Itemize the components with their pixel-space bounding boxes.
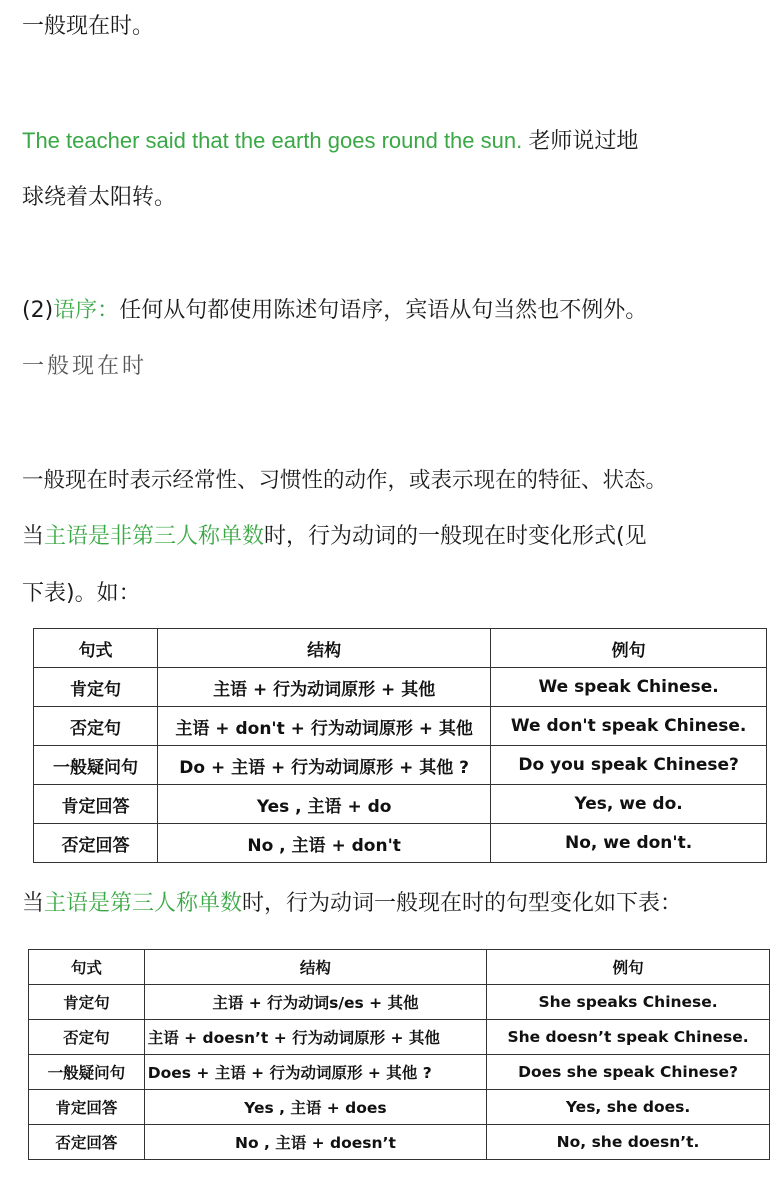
table-cell: Yes, we do. [491,785,767,824]
section-body: 任何从句都使用陈述句语序，宾语从句当然也不例外。 [119,298,648,323]
table-header-cell: 例句 [491,629,767,668]
subject-condition: 主语是非第三人称单数 [44,524,265,549]
grammar-table-third-person [28,949,770,1160]
table-cell: No, she doesn’t. [487,1125,770,1160]
text-line-3: 球绕着太阳转。 [22,185,177,210]
table-row [34,668,767,707]
table-cell: No , 主语 + doesn’t [144,1125,486,1160]
table-cell: 否定句 [34,707,158,746]
table-cell: She doesn’t speak Chinese. [487,1020,770,1055]
example-sentence-english: The teacher said that the earth goes round the sun. [22,128,523,153]
text-line-8: 下表)。如： [22,581,141,606]
table-cell: 肯定回答 [34,785,158,824]
table-cell: 主语 + doesn’t + 行为动词原形 + 其他 [144,1020,486,1055]
table-cell: 一般疑问句 [29,1055,145,1090]
text-line-2 [22,126,638,157]
table-cell: 主语 + 行为动词原形 + 其他 [158,668,491,707]
table-cell: No, we don't. [491,824,767,863]
text-fragment: 当 [22,524,45,549]
text-fragment: 时，行为动词的一般现在时变化形式(见 [264,524,647,549]
table-cell: Does + 主语 + 行为动词原形 + 其他 ? [144,1055,486,1090]
table-cell: We speak Chinese. [491,668,767,707]
table-cell: Do + 主语 + 行为动词原形 + 其他 ? [158,746,491,785]
section-heading: 语序： [53,298,120,323]
table-header-row [34,629,767,668]
text-line-9 [22,889,682,919]
text-fragment: 当 [22,891,45,916]
table-cell: Yes , 主语 + does [144,1090,486,1125]
topic-heading: 一般现在时 [22,354,148,379]
text-line-6: 一般现在时表示经常性、习惯性的动作，或表示现在的特征、状态。 [22,468,668,493]
table-cell: 主语 + don't + 行为动词原形 + 其他 [158,707,491,746]
table-cell: 否定句 [29,1020,145,1055]
table-header-cell: 句式 [29,950,145,985]
table-row [29,1055,770,1090]
table-row [29,985,770,1020]
table-cell: Yes , 主语 + do [158,785,491,824]
table-row [34,824,767,863]
table-cell: 否定回答 [34,824,158,863]
table-header-cell: 结构 [144,950,486,985]
table-row [34,707,767,746]
table-cell: We don't speak Chinese. [491,707,767,746]
text-fragment: 时，行为动词一般现在时的句型变化如下表： [242,891,683,916]
table-cell: 一般疑问句 [34,746,158,785]
subject-condition: 主语是第三人称单数 [44,891,243,916]
section-number: (2) [22,298,54,323]
text-line-7 [22,522,647,552]
text-line-4 [22,296,647,326]
table-cell: No , 主语 + don't [158,824,491,863]
table-row [29,1125,770,1160]
table-cell: Yes, she does. [487,1090,770,1125]
table-cell: Does she speak Chinese? [487,1055,770,1090]
grammar-table-non-third-person [33,628,767,863]
table-cell: 肯定句 [29,985,145,1020]
table-row [34,746,767,785]
example-sentence-chinese: 老师说过地 [528,129,639,154]
table-header-row [29,950,770,985]
table-header-cell: 句式 [34,629,158,668]
text-line-1: 一般现在时。 [22,14,155,39]
table-cell: She speaks Chinese. [487,985,770,1020]
table-cell: 主语 + 行为动词s/es + 其他 [144,985,486,1020]
table-row [34,785,767,824]
table-cell: 肯定回答 [29,1090,145,1125]
table-cell: Do you speak Chinese? [491,746,767,785]
table-header-cell: 例句 [487,950,770,985]
table-cell: 肯定句 [34,668,158,707]
table-row [29,1020,770,1055]
table-row [29,1090,770,1125]
table-cell: 否定回答 [29,1125,145,1160]
table-header-cell: 结构 [158,629,491,668]
